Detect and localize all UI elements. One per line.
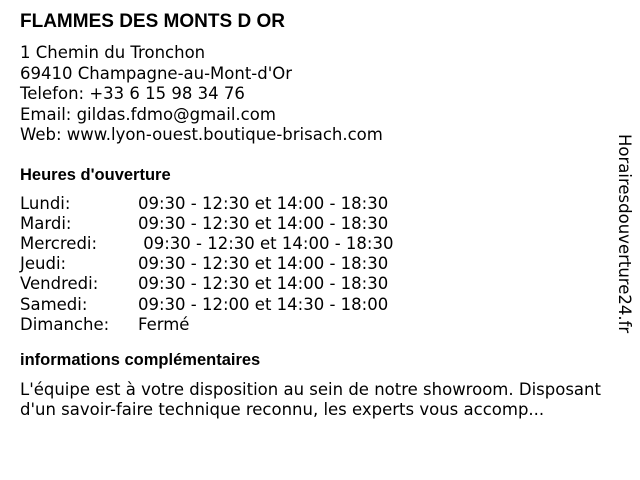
address-city: 69410 Champagne-au-Mont-d'Or (20, 63, 293, 83)
hours-row-sunday (20, 315, 610, 335)
address-block (20, 43, 610, 146)
business-name: FLAMMES DES MONTS D OR (20, 11, 285, 32)
opening-hours-heading: Heures d'ouverture (20, 165, 171, 184)
hours-day: Mercredi: (20, 233, 98, 253)
address-street: 1 Chemin du Tronchon (20, 43, 206, 62)
hours-time: 09:30 - 12:30 et 14:00 - 18:30 (138, 193, 389, 213)
hours-time: 09:30 - 12:00 et 14:30 - 18:00 (138, 294, 389, 314)
site-watermark: Horairesdouverture24.fr (615, 134, 634, 334)
email-line: Email: gildas.fdmo@gmail.com (20, 104, 276, 124)
hours-day: Jeudi: (20, 254, 67, 274)
hours-day: Mardi: (20, 213, 72, 233)
hours-time: 09:30 - 12:30 et 14:00 - 18:30 (138, 274, 389, 294)
hours-row-friday (20, 274, 610, 294)
hours-row-saturday (20, 295, 610, 315)
web-line: Web: www.lyon-ouest.boutique-brisach.com (20, 125, 383, 144)
hours-row-thursday (20, 254, 610, 274)
additional-info-heading: informations complémentaires (20, 350, 261, 369)
hours-day: Samedi: (20, 294, 88, 314)
phone-line: Telefon: +33 6 15 98 34 76 (20, 84, 245, 103)
hours-row-tuesday (20, 214, 610, 234)
hours-day: Dimanche: (20, 314, 110, 334)
hours-row-monday (20, 194, 610, 214)
hours-time: 09:30 - 12:30 et 14:00 - 18:30 (138, 254, 389, 274)
hours-time: 09:30 - 12:30 et 14:00 - 18:30 (138, 233, 394, 253)
hours-time: 09:30 - 12:30 et 14:00 - 18:30 (138, 213, 389, 233)
hours-time: Fermé (138, 314, 190, 334)
hours-day: Lundi: (20, 193, 71, 213)
additional-info-text: L'équipe est à votre disposition au sein de notre showroom. Disposant d'un savoir-faire technique reconnu, les experts vous accomp... (20, 379, 601, 420)
hours-row-wednesday (20, 234, 610, 254)
hours-day: Vendredi: (20, 274, 99, 294)
business-card (20, 10, 610, 421)
opening-hours-table (20, 194, 610, 335)
